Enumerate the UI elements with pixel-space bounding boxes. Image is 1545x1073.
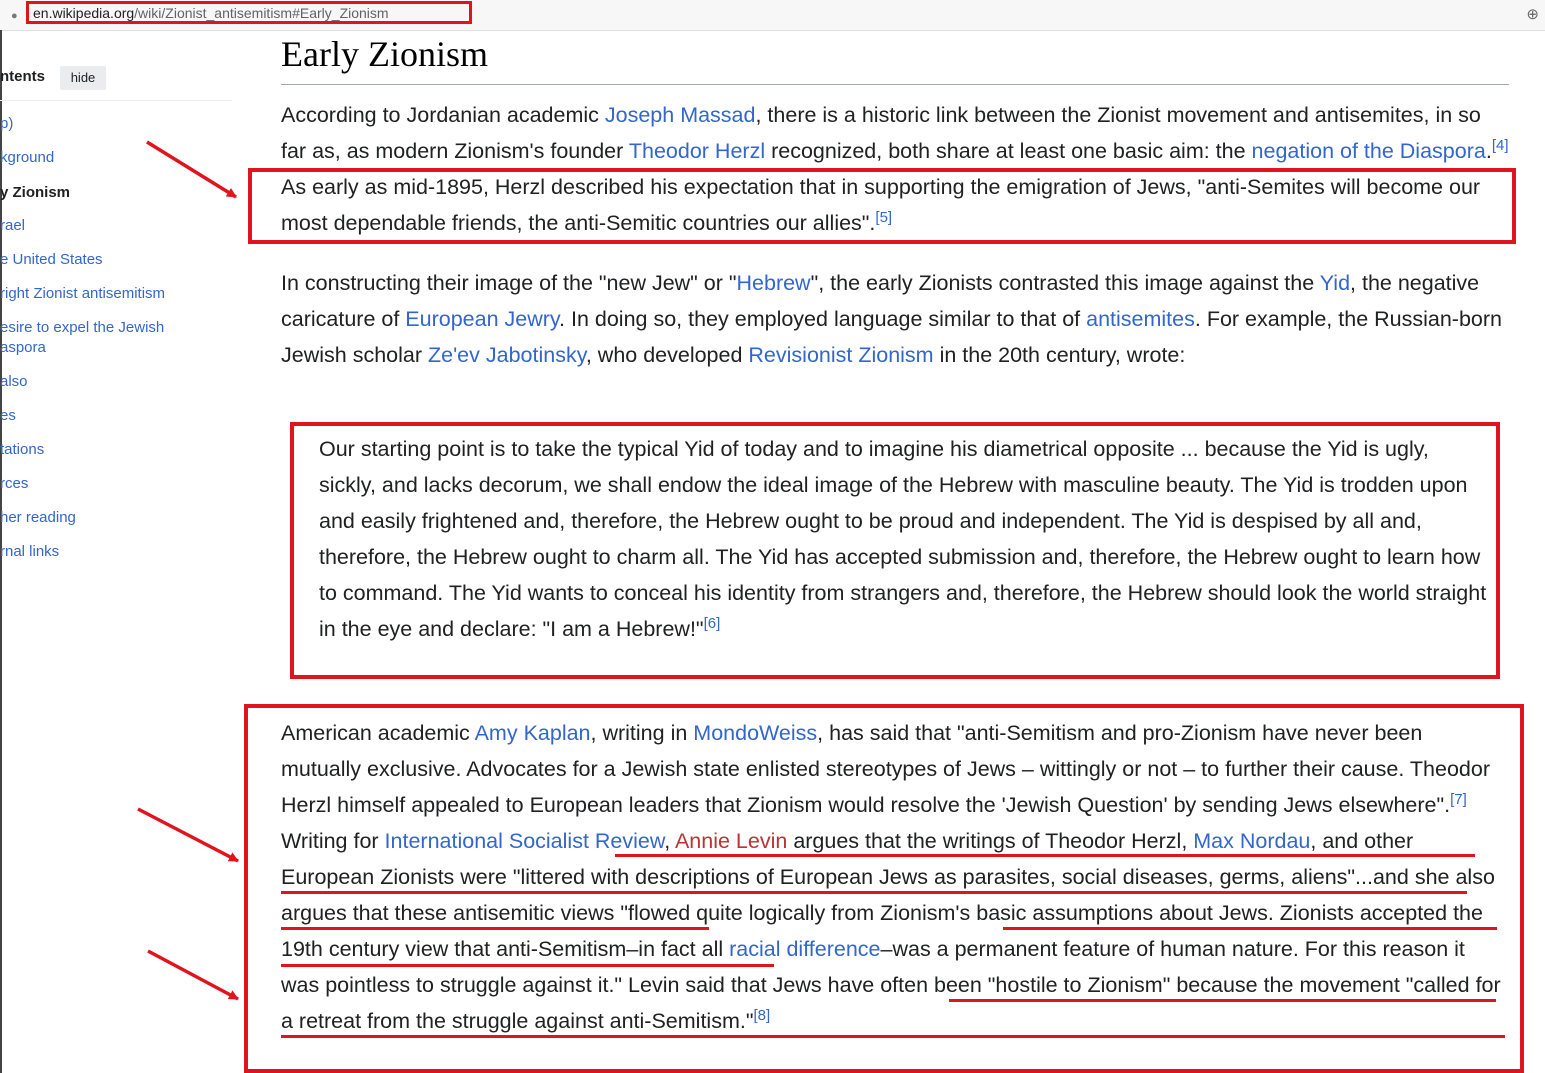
text: According to Jordanian academic [281, 103, 605, 127]
text: . In doing so, they employed language similar to that of [559, 307, 1087, 331]
link-yid[interactable]: Yid [1319, 271, 1351, 295]
link-joseph-massad[interactable]: Joseph Massad [604, 103, 756, 127]
link-international-socialist-review[interactable]: International Socialist Review [384, 829, 665, 853]
link-revisionist-zionism[interactable]: Revisionist Zionism [748, 343, 934, 367]
quote-text: Our starting point is to take the typical Yid of today and to imagine his diametrical opposite ... because the Yid is ugly, sickly, and lacks decorum, we shall endow the ideal image of the Hebrew with masculine beauty. The Yid is trodden upon and easily frightened and, therefore, the Hebrew ought to be proud and independent. The Yid is despised by all and, therefore, the Hebrew ought to charm all. The Yid has accepted submission and, therefore, the Hebrew ought to learn how to command. The Yid wants to conceal his identity from strangers and, therefore, the Hebrew should look the world straight in the eye and declare: "I am a Hebrew!" [319, 437, 1487, 641]
text: , the negative caricature of [281, 271, 1480, 331]
link-amy-kaplan[interactable]: Amy Kaplan [474, 721, 591, 745]
toc-item-sources[interactable]: rces [0, 475, 29, 492]
url-host: en.wikipedia.org [33, 5, 135, 21]
text: In constructing their image of the "new Jew" or " [281, 271, 737, 295]
link-european-jewry[interactable]: European Jewry [405, 307, 560, 331]
link-hebrew[interactable]: Hebrew [736, 271, 811, 295]
toc-item-citations[interactable]: tations [0, 441, 45, 458]
citation-6[interactable]: [6] [703, 614, 721, 632]
toc-item-desire-expel-line2[interactable]: aspora [0, 339, 46, 356]
text: . For example, the Russian-born Jewish scholar [281, 307, 1502, 367]
link-antisemites[interactable]: antisemites [1086, 307, 1195, 331]
toc-item-notes[interactable]: es [0, 407, 16, 424]
link-mondoweiss[interactable]: MondoWeiss [693, 721, 818, 745]
text: , and other European Zionists were "littered with descriptions of European Jews as parasites, social diseases, germs, aliens"...and she also argues that these antisemitic views "flowed quite logically from Zionism's basic assumptions about Jews. Zionists accepted the 19th century view that anti-Semitism–in fact all [281, 829, 1495, 961]
toc-item-israel[interactable]: rael [0, 217, 26, 234]
text: argues that the writings of Theodor Herzl, [787, 829, 1194, 853]
toc-item-desire-expel[interactable]: esire to expel the Jewish [0, 319, 165, 336]
citation-4[interactable]: [4] [1491, 136, 1509, 154]
toc-item-further-reading[interactable]: her reading [0, 509, 76, 526]
text: , who developed [585, 343, 749, 367]
toc-item-intro[interactable]: p) [0, 115, 14, 132]
zoom-icon[interactable]: ⊕ [1526, 6, 1539, 23]
toc-hide-button[interactable]: hide [60, 66, 106, 90]
arrow-icon [147, 142, 236, 197]
site-info-icon[interactable]: ● [11, 10, 18, 22]
arrow-icon [138, 809, 238, 861]
toc-item-see-also[interactable]: also [0, 373, 28, 390]
toc-item-far-right[interactable]: right Zionist antisemitism [0, 285, 166, 302]
text: in the 20th century, wrote: [933, 343, 1186, 367]
text: American academic [281, 721, 475, 745]
link-max-nordau[interactable]: Max Nordau [1193, 829, 1311, 853]
text: . [1485, 139, 1492, 163]
toc-heading: ntents [0, 68, 45, 85]
text: , there is a historic link between the Zionist movement and antisemites, in so far as, as modern Zionism's founder [281, 103, 1481, 163]
text: recognized, both share at least one basic aim: the [765, 139, 1252, 163]
toc-item-early-zionism[interactable]: y Zionism [0, 184, 71, 201]
toc-item-external-links[interactable]: rnal links [0, 543, 60, 560]
text: , writing in [590, 721, 694, 745]
text: , [664, 829, 675, 853]
citation-7[interactable]: [7] [1450, 790, 1467, 808]
section-heading: Early Zionism [281, 34, 488, 74]
link-racial-difference[interactable]: racial difference [729, 937, 881, 961]
link-zeev-jabotinsky[interactable]: Ze'ev Jabotinsky [427, 343, 586, 367]
text: –was a permanent feature of human nature. For this reason it was pointless to struggle against it." Levin said that Jews have often been "hostile to Zionism" because the movement "called for a retreat from the struggle against anti-Semitism." [281, 937, 1501, 1033]
link-theodor-herzl[interactable]: Theodor Herzl [628, 139, 766, 163]
toc-item-united-states[interactable]: e United States [0, 251, 103, 268]
citation-5[interactable]: [5] [875, 208, 893, 226]
arrow-icon [148, 951, 238, 999]
text: As early as mid-1895, Herzl described his expectation that in supporting the emigration of Jews, "anti-Semites will become our most dependable friends, the anti-Semitic countries our allies". [281, 175, 1481, 235]
link-annie-levin[interactable]: Annie Levin [674, 829, 788, 853]
text: ", the early Zionists contrasted this image against the [810, 271, 1320, 295]
citation-8[interactable]: [8] [753, 1006, 771, 1024]
link-negation-of-diaspora[interactable]: negation of the Diaspora [1251, 139, 1486, 163]
text: , has said that "anti-Semitism and pro-Zionism have never been mutually exclusive. Advocates for a Jewish state enlisted stereotypes of Jews – wittingly or not – to further their cause. Theodor Herzl himself appealed to European leaders that Zionism would resolve the 'Jewish Question' by sending Jews elsewhere". [281, 721, 1490, 817]
url-path: /wiki/Zionist_antisemitism#Early_Zionism [134, 5, 389, 21]
toc-item-background[interactable]: kground [0, 149, 55, 166]
text: Writing for [281, 829, 385, 853]
